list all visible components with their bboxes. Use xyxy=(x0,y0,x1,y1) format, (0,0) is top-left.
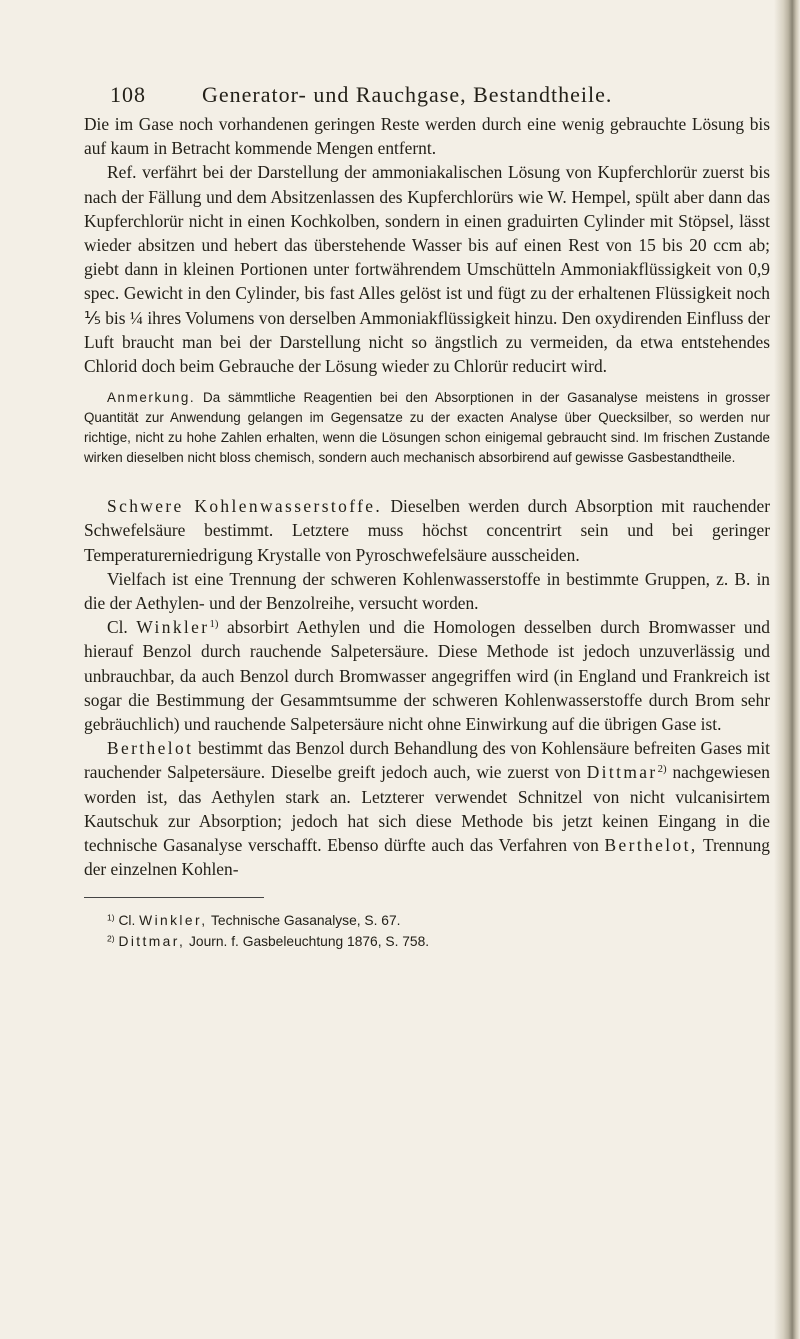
paragraph-5 xyxy=(84,615,770,736)
author-name: Berthelot xyxy=(107,738,194,759)
paragraph-5-text: absorbirt Aethylen und die Homologen desselben durch Bromwasser und hierauf Benzol durch rauchende Salpetersäure. Diese Methode ist jedoch unzuverlässig und unbrauchbar, da auch Benzol durch Bromwasser angegriffen wird (in England und Frankreich ist sogar die Bestimmung der Gesammtsumme der schweren Kohlenwasserstoffe durch Brom sehr gebräuchlich) und rauchende Salpetersäure nicht ohne Einwirkung auf die übrigen Gase ist. xyxy=(84,617,770,735)
footnote-ref: 2) xyxy=(657,763,667,776)
section-heading: Schwere Kohlenwasserstoffe. xyxy=(107,496,383,517)
footnote-2 xyxy=(84,931,770,952)
note-lead: Anmerkung. xyxy=(107,390,196,406)
footnote-1 xyxy=(84,910,770,931)
annotation-note xyxy=(84,388,770,468)
author-prefix: Cl. xyxy=(107,617,128,638)
author-name: Berthelot, xyxy=(604,835,698,856)
footnote-rule xyxy=(84,897,264,898)
footnote-prefix: Cl. xyxy=(118,913,136,929)
body-text xyxy=(84,112,770,881)
paragraph-6-text-b: nachgewiesen worden ist, das Aethylen stark an. Letzterer verwendet Schnitzel von nicht vulcanisirtem Kautschuk zur Absorption; jedoch hat sich diese Methode bis jetzt keinen Eingang in die technische Gasanalyse verschafft. Ebenso dürfte auch das Verfahren von xyxy=(84,762,770,856)
paragraph-6-text-a: bestimmt das Benzol durch Behandlung des von Kohlensäure befreiten Gases mit rauchender Salpetersäure. Dieselbe greift jedoch auch, wie zuerst von xyxy=(84,738,770,783)
running-header xyxy=(84,76,770,112)
footnote-text: Technische Gasanalyse, S. 67. xyxy=(211,913,401,929)
running-title: Generator- und Rauchgase, Bestandtheile. xyxy=(202,82,613,107)
footnote-mark: 2) xyxy=(107,933,115,944)
author-name: Winkler xyxy=(136,617,210,638)
footnote-author: Dittmar, xyxy=(118,934,186,950)
paragraph-2: Ref. verfährt bei der Darstellung der ammoniakalischen Lösung von Kupferchlorür zuerst bis nach der Fällung und dem Absitzenlassen des Kupferchlorürs wie W. Hempel, spült aber dann das Kupferchlorür nicht in einen Kochkolben, sondern in einen graduirten Cylinder mit Stöpsel, lässt wieder absitzen und hebert das überstehende Wasser bis auf einen Rest von 15 bis 20 ccm ab; giebt dann in kleinen Portionen unter fortwährendem Umschütteln Ammoniakflüssigkeit von 0,9 spec. Gewicht in den Cylinder, bis fast Alles gelöst ist und fügt zu der erhaltenen Flüssigkeit noch ⅕ bis ¼ ihres Volumens von derselben Ammoniakflüssigkeit hinzu. Den oxydirenden Einfluss der Luft braucht man bei der Darstellung nicht so ängstlich zu vermeiden, da etwa entstehendes Chlorid doch beim Gebrauche der Lösung wieder zu Chlorür reducirt wird. xyxy=(84,162,770,377)
footnote-mark: 1) xyxy=(107,912,115,923)
page-edge-shadow xyxy=(774,0,800,1339)
author-name: Dittmar xyxy=(586,762,658,783)
book-page xyxy=(84,76,770,952)
paragraph-6 xyxy=(84,736,770,881)
paragraph-1: Die im Gase noch vorhandenen geringen Reste werden durch eine wenig gebrauchte Lösung bis auf kaum in Betracht kommende Mengen entfernt. xyxy=(84,114,770,159)
note-text: Da sämmtliche Reagentien bei den Absorptionen in der Gasanalyse meistens in grosser Quantität zur Anwendung gelangen im Gegensatze zu der exacten Analyse über Quecksilber, so werden nur richtige, nicht zu hohe Zahlen erhalten, wenn die Lösungen schon einigemal gebraucht sind. Im frischen Zustande wirken dieselben nicht bloss chemisch, sondern auch mechanisch absorbirend auf gewisse Gasbestandtheile. xyxy=(84,390,770,466)
paragraph-4: Vielfach ist eine Trennung der schweren Kohlenwasserstoffe in bestimmte Gruppen, z. B. in die der Aethylen- und der Benzolreihe, versucht worden. xyxy=(84,568,770,614)
footnote-ref: 1) xyxy=(209,618,219,631)
footnote-text: Journ. f. Gasbeleuchtung 1876, S. 758. xyxy=(189,934,430,950)
paragraph-3-text: Dieselben werden durch Absorption mit rauchender Schwefelsäure bestimmt. Letztere muss höchst concentrirt sein und bei geringer Temperaturerniedrigung Krystalle von Pyroschwefelsäure ausscheiden. xyxy=(84,496,770,565)
paragraph-3 xyxy=(84,494,770,567)
page-number: 108 xyxy=(110,82,146,107)
footnote-author: Winkler, xyxy=(139,913,208,929)
paragraph-6-text-c: Trennung der einzelnen Kohlen- xyxy=(84,835,770,880)
